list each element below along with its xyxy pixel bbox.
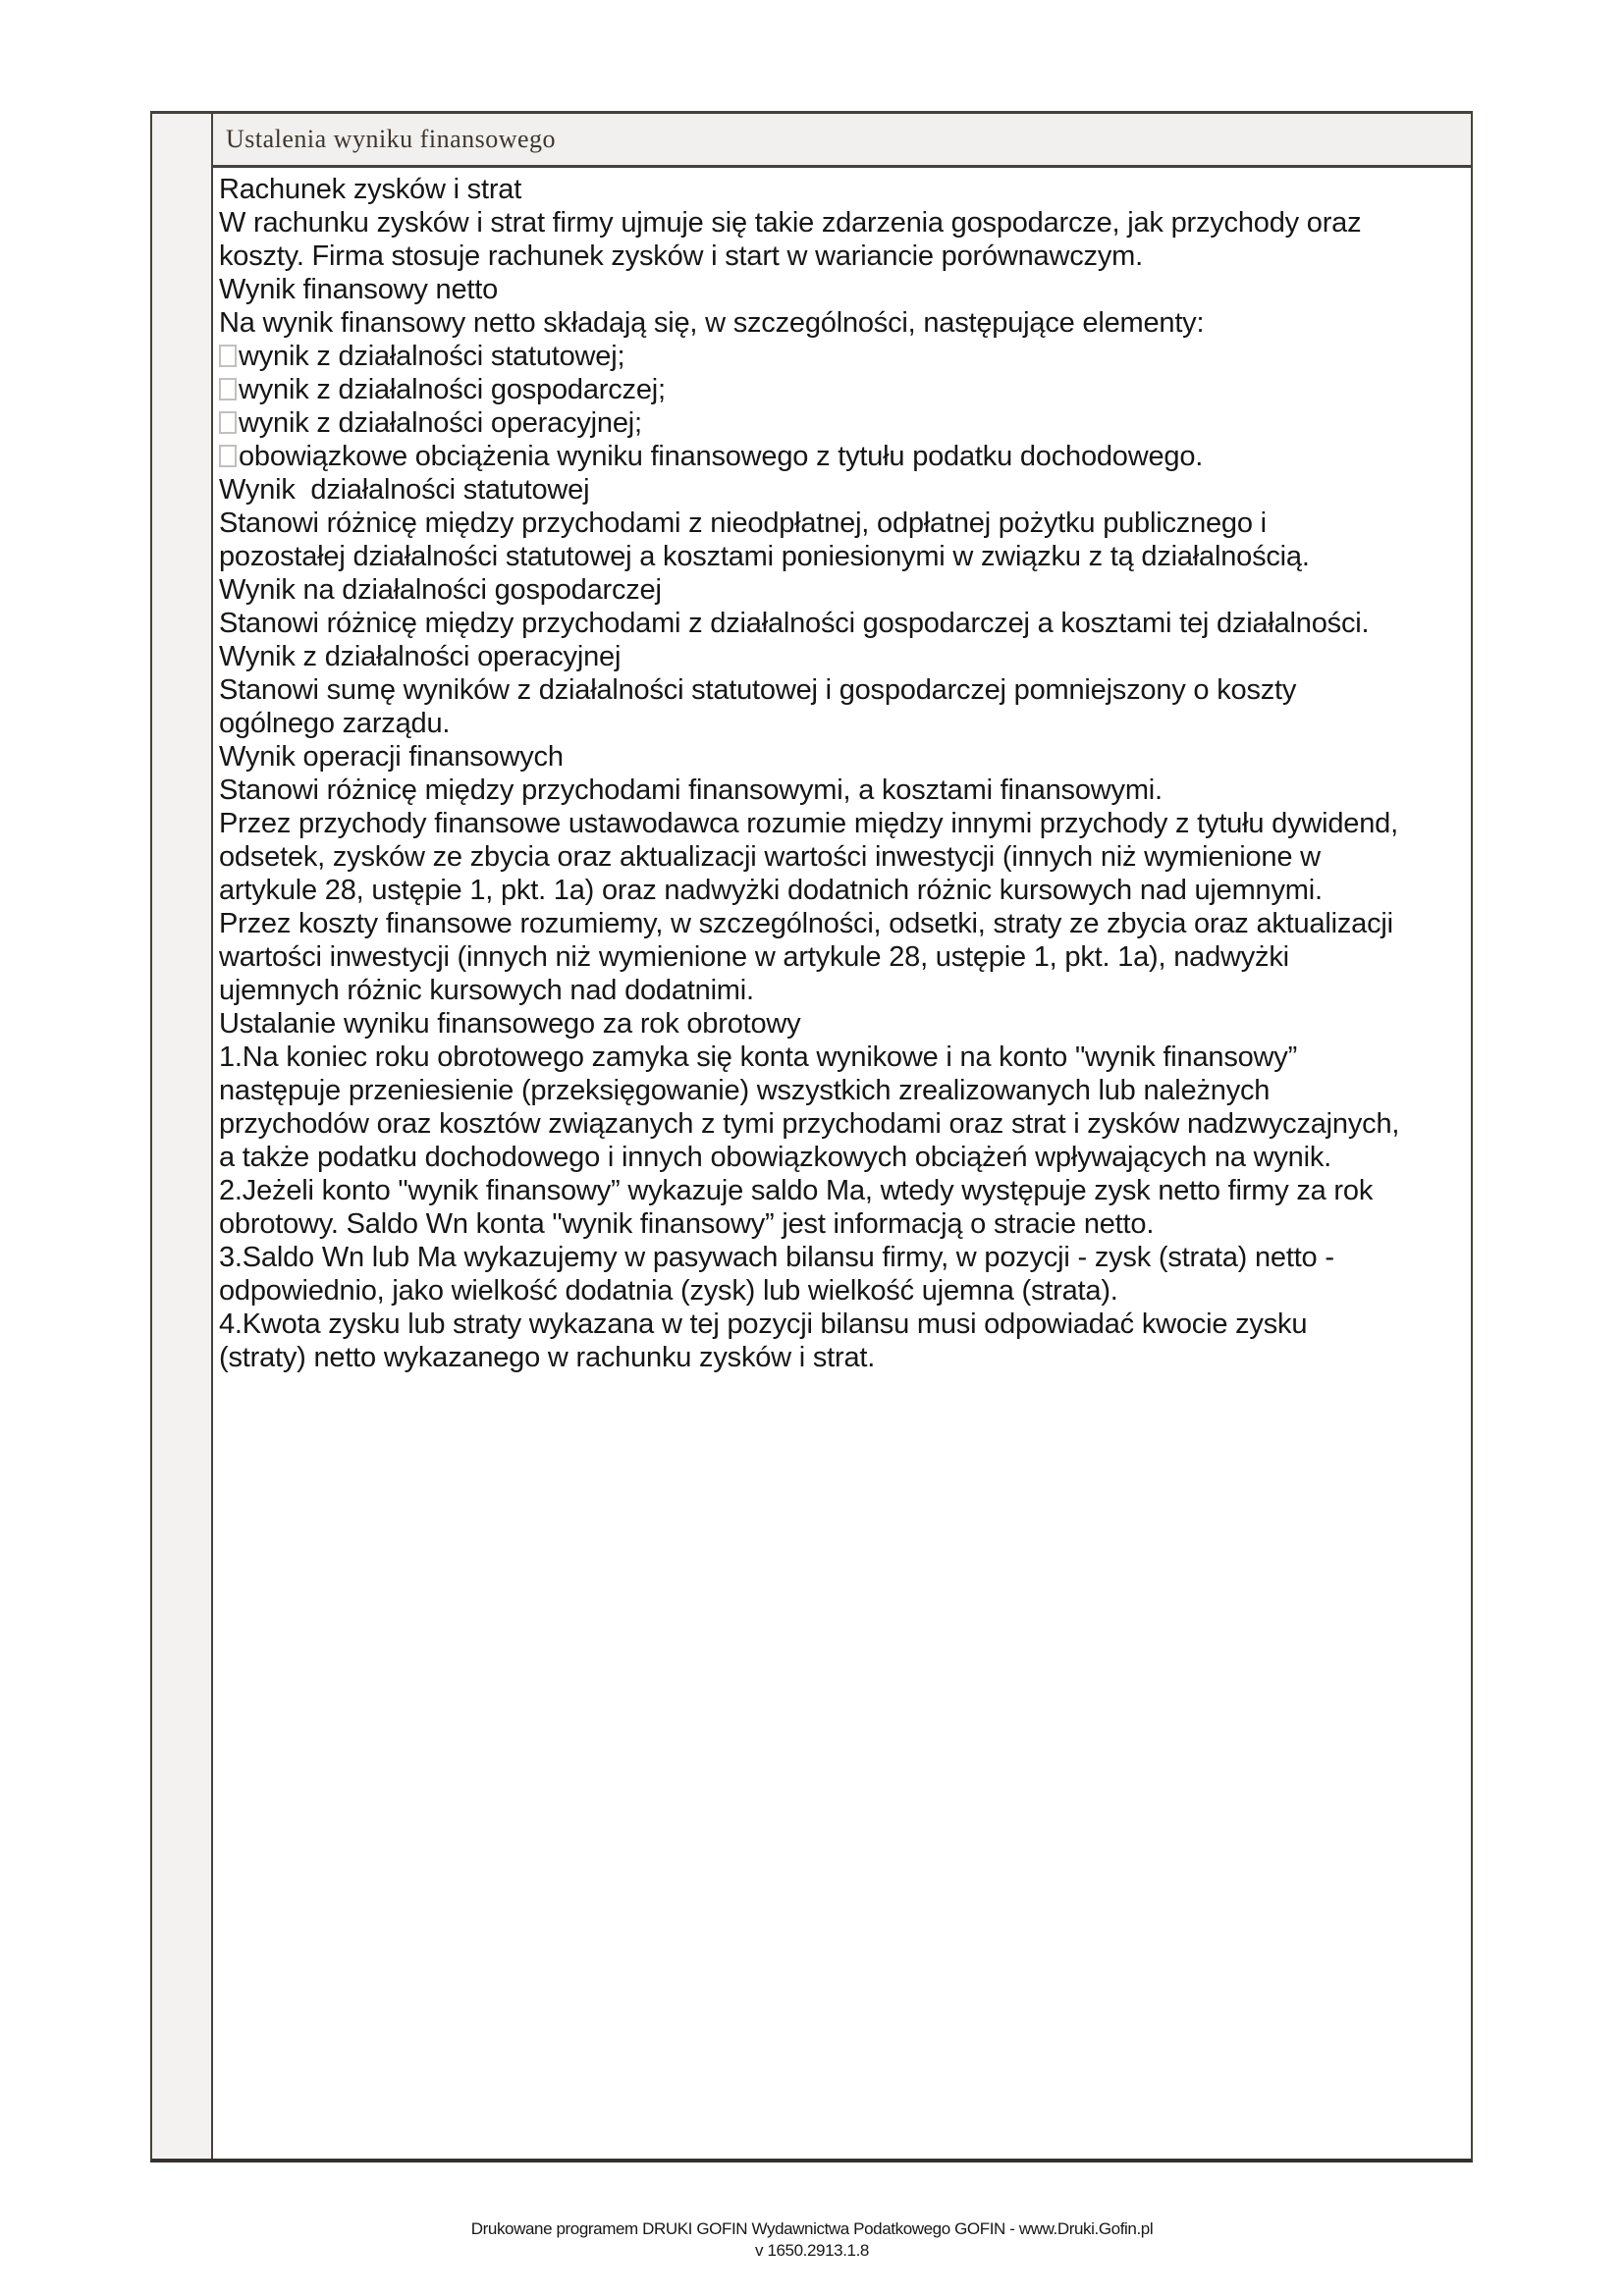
text-line [219, 774, 1465, 807]
text-line-content: Przez koszty finansowe rozumiemy, w szczególności, odsetki, straty ze zbycia oraz aktualizacji [219, 908, 1393, 939]
text-line-content: wynik z działalności statutowej; [239, 341, 625, 372]
text-line [219, 540, 1465, 573]
text-line-content: koszty. Firma stosuje rachunek zysków i start w wariancie porównawczym. [219, 240, 1143, 272]
text-line [219, 740, 1465, 774]
text-line [219, 573, 1465, 607]
text-line [219, 974, 1465, 1007]
section-body-cell [213, 168, 1471, 2159]
missing-glyph-box-icon [219, 445, 237, 467]
text-line-content: ujemnych różnic kursowych nad dodatnimi. [219, 975, 754, 1006]
text-line [219, 306, 1465, 340]
text-line-content: Rachunek zysków i strat [219, 174, 522, 205]
text-line [219, 1007, 1465, 1041]
form-side-column [152, 114, 213, 2159]
text-line [219, 607, 1465, 640]
text-line-content: Wynik z działalności operacyjnej [219, 641, 622, 672]
text-line [219, 1241, 1465, 1274]
text-line [219, 1041, 1465, 1074]
text-line [219, 907, 1465, 940]
text-line-content: Stanowi różnicę między przychodami z działalności gospodarczej a kosztami tej działalności. [219, 608, 1370, 639]
missing-glyph-box-icon [219, 378, 237, 400]
text-line [219, 473, 1465, 507]
text-line-content: wynik z działalności gospodarczej; [239, 374, 666, 405]
text-line-content: Wynik operacji finansowych [219, 741, 564, 773]
text-line-content: Przez przychody finansowe ustawodawca rozumie między innymi przychody z tytułu dywidend, [219, 808, 1398, 839]
text-line-content: artykule 28, ustępie 1, pkt. 1a) oraz nadwyżki dodatnich różnic kursowych nad ujemnymi. [219, 875, 1323, 906]
text-line-content: odsetek, zysków ze zbycia oraz aktualizacji wartości inwestycji (innych niż wymienione w [219, 841, 1321, 873]
text-line-content: wartości inwestycji (innych niż wymienione w artykule 28, ustępie 1, pkt. 1a), nadwyżki [219, 941, 1289, 973]
form-main-column [213, 114, 1471, 2159]
text-line [219, 1107, 1465, 1141]
form-table [150, 111, 1473, 2163]
text-line-content: obowiązkowe obciążenia wyniku finansowego z tytułu podatku dochodowego. [239, 441, 1204, 472]
text-line [219, 640, 1465, 673]
text-line-content: 2.Jeżeli konto "wynik finansowy” wykazuje saldo Ma, wtedy występuje zysk netto firmy za rok [219, 1175, 1374, 1206]
text-line [219, 1074, 1465, 1107]
text-line [219, 440, 1465, 473]
text-line [219, 673, 1465, 707]
text-line [219, 707, 1465, 740]
text-line [219, 173, 1465, 206]
text-line-content: Wynik działalności statutowej [219, 474, 590, 506]
text-line-content: przychodów oraz kosztów związanych z tymi przychodami oraz strat i zysków nadzwyczajnych, [219, 1108, 1400, 1140]
text-line-content: Stanowi różnicę między przychodami finansowymi, a kosztami finansowymi. [219, 774, 1163, 806]
text-line [219, 1141, 1465, 1174]
text-line [219, 507, 1465, 540]
text-line [219, 240, 1465, 273]
text-line-content: Wynik na działalności gospodarczej [219, 574, 662, 606]
text-line-content: następuje przeniesienie (przeksięgowanie) wszystkich zrealizowanych lub należnych [219, 1075, 1271, 1106]
text-line [219, 840, 1465, 874]
text-line [219, 206, 1465, 240]
print-footer [0, 2218, 1624, 2262]
text-line [219, 406, 1465, 440]
missing-glyph-box-icon [219, 345, 237, 367]
text-line [219, 273, 1465, 306]
footer-program-credit: Drukowane programem DRUKI GOFIN Wydawnictwa Podatkowego GOFIN - www.Druki.Gofin.pl [470, 2219, 1154, 2238]
text-line [219, 1207, 1465, 1241]
section-header-row [213, 114, 1471, 168]
text-line-content: Na wynik finansowy netto składają się, w szczególności, następujące elementy: [219, 307, 1205, 339]
text-line-content: obrotowy. Saldo Wn konta "wynik finansowy” jest informacją o stracie netto. [219, 1208, 1155, 1240]
text-line-content: a także podatku dochodowego i innych obowiązkowych obciążeń wpływających na wynik. [219, 1142, 1331, 1173]
text-line [219, 1174, 1465, 1207]
text-line-content: odpowiednio, jako wielkość dodatnia (zysk) lub wielkość ujemna (strata). [219, 1275, 1118, 1307]
text-line [219, 340, 1465, 373]
text-line-content: Stanowi sumę wyników z działalności statutowej i gospodarczej pomniejszony o koszty [219, 674, 1297, 706]
text-line-content: (straty) netto wykazanego w rachunku zysków i strat. [219, 1342, 876, 1373]
missing-glyph-box-icon [219, 411, 237, 434]
text-line-content: W rachunku zysków i strat firmy ujmuje się takie zdarzenia gospodarcze, jak przychody oraz [219, 207, 1362, 239]
text-line-content: Stanowi różnicę między przychodami z nieodpłatnej, odpłatnej pożytku publicznego i [219, 507, 1267, 539]
footer-version-number: v 1650.2913.1.8 [755, 2241, 869, 2260]
text-line-content: Wynik finansowy netto [219, 274, 499, 305]
text-line-content: wynik z działalności operacyjnej; [239, 407, 642, 439]
text-line-content: 4.Kwota zysku lub straty wykazana w tej pozycji bilansu musi odpowiadać kwocie zysku [219, 1308, 1308, 1340]
text-line [219, 373, 1465, 406]
text-line-content: pozostałej działalności statutowej a kosztami poniesionymi w związku z tą działalnością. [219, 541, 1310, 572]
text-line [219, 1341, 1465, 1374]
text-line [219, 940, 1465, 974]
text-line [219, 1308, 1465, 1341]
text-line-content: 3.Saldo Wn lub Ma wykazujemy w pasywach bilansu firmy, w pozycji - zysk (strata) netto - [219, 1242, 1334, 1273]
text-line [219, 807, 1465, 840]
text-line [219, 1274, 1465, 1308]
text-line-content: ogólnego zarządu. [219, 708, 451, 739]
text-line [219, 874, 1465, 907]
section-title: Ustalenia wyniku finansowego [226, 125, 557, 153]
text-line-content: 1.Na koniec roku obrotowego zamyka się konta wynikowe i na konto "wynik finansowy” [219, 1041, 1298, 1073]
text-line-content: Ustalanie wyniku finansowego za rok obrotowy [219, 1008, 801, 1040]
